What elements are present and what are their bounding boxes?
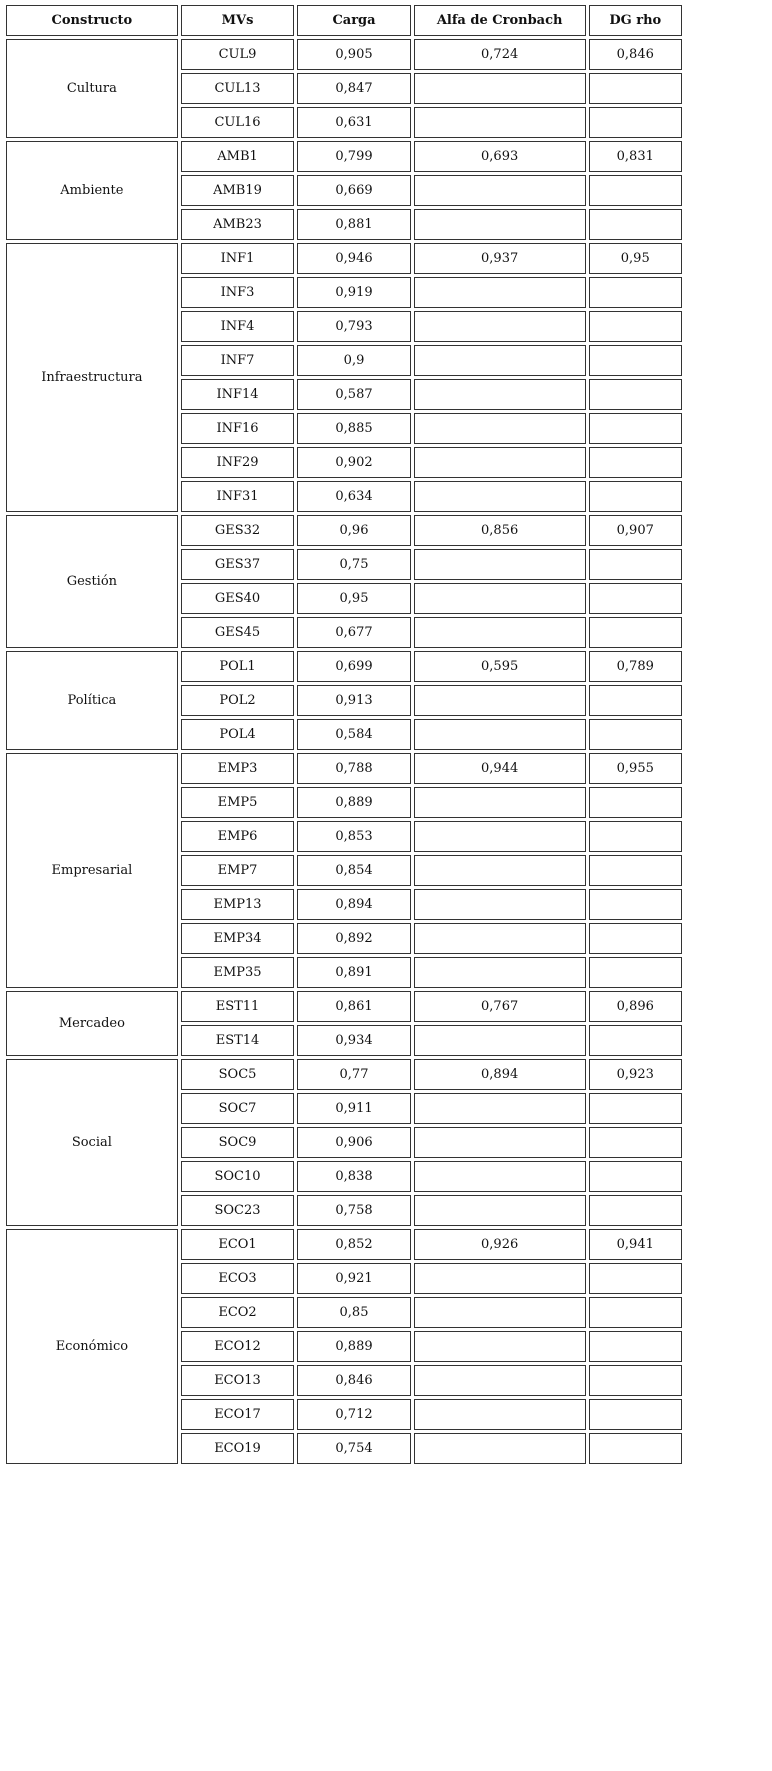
dg-rho-cell: 0,955 <box>589 753 682 784</box>
alfa-cronbach-cell <box>414 175 586 206</box>
dg-rho-cell <box>589 617 682 648</box>
alfa-cronbach-cell: 0,944 <box>414 753 586 784</box>
alfa-cronbach-cell <box>414 1263 586 1294</box>
dg-rho-cell <box>589 685 682 716</box>
dg-rho-cell <box>589 787 682 818</box>
alfa-cronbach-cell <box>414 855 586 886</box>
alfa-cronbach-cell <box>414 1093 586 1124</box>
header-alfa-cronbach: Alfa de Cronbach <box>414 5 586 36</box>
dg-rho-cell <box>589 1399 682 1430</box>
mv-cell: POL1 <box>181 651 295 682</box>
alfa-cronbach-cell <box>414 957 586 988</box>
carga-cell: 0,96 <box>297 515 411 546</box>
mv-cell: EMP3 <box>181 753 295 784</box>
mv-cell: INF31 <box>181 481 295 512</box>
construct-cell: Gestión <box>6 515 178 648</box>
header-carga: Carga <box>297 5 411 36</box>
carga-cell: 0,919 <box>297 277 411 308</box>
dg-rho-cell <box>589 1195 682 1226</box>
mv-cell: INF4 <box>181 311 295 342</box>
dg-rho-cell <box>589 73 682 104</box>
carga-cell: 0,889 <box>297 787 411 818</box>
carga-cell: 0,788 <box>297 753 411 784</box>
carga-cell: 0,793 <box>297 311 411 342</box>
alfa-cronbach-cell <box>414 481 586 512</box>
carga-cell: 0,913 <box>297 685 411 716</box>
mv-cell: ECO12 <box>181 1331 295 1362</box>
dg-rho-cell <box>589 1161 682 1192</box>
carga-cell: 0,587 <box>297 379 411 410</box>
mv-cell: CUL13 <box>181 73 295 104</box>
alfa-cronbach-cell <box>414 1161 586 1192</box>
alfa-cronbach-cell <box>414 1297 586 1328</box>
header-constructo: Constructo <box>6 5 178 36</box>
dg-rho-cell <box>589 447 682 478</box>
dg-rho-cell <box>589 719 682 750</box>
alfa-cronbach-cell <box>414 923 586 954</box>
header-row <box>6 5 682 36</box>
table-row <box>6 753 682 784</box>
mv-cell: ECO13 <box>181 1365 295 1396</box>
dg-rho-cell: 0,846 <box>589 39 682 70</box>
carga-cell: 0,853 <box>297 821 411 852</box>
dg-rho-cell <box>589 311 682 342</box>
carga-cell: 0,754 <box>297 1433 411 1464</box>
mv-cell: EMP34 <box>181 923 295 954</box>
dg-rho-cell <box>589 1093 682 1124</box>
mv-cell: GES40 <box>181 583 295 614</box>
alfa-cronbach-cell <box>414 277 586 308</box>
carga-cell: 0,758 <box>297 1195 411 1226</box>
dg-rho-cell <box>589 889 682 920</box>
carga-cell: 0,75 <box>297 549 411 580</box>
alfa-cronbach-cell: 0,693 <box>414 141 586 172</box>
table-row <box>6 243 682 274</box>
carga-cell: 0,861 <box>297 991 411 1022</box>
dg-rho-cell <box>589 957 682 988</box>
mv-cell: ECO2 <box>181 1297 295 1328</box>
alfa-cronbach-cell <box>414 1331 586 1362</box>
mv-cell: INF29 <box>181 447 295 478</box>
alfa-cronbach-cell: 0,926 <box>414 1229 586 1260</box>
table-row <box>6 991 682 1022</box>
alfa-cronbach-cell <box>414 1025 586 1056</box>
dg-rho-cell <box>589 855 682 886</box>
mv-cell: INF1 <box>181 243 295 274</box>
carga-cell: 0,911 <box>297 1093 411 1124</box>
construct-cell: Ambiente <box>6 141 178 240</box>
alfa-cronbach-cell <box>414 719 586 750</box>
alfa-cronbach-cell <box>414 1433 586 1464</box>
dg-rho-cell <box>589 1433 682 1464</box>
mv-cell: ECO3 <box>181 1263 295 1294</box>
mv-cell: GES37 <box>181 549 295 580</box>
mv-cell: AMB23 <box>181 209 295 240</box>
table-row <box>6 1059 682 1090</box>
construct-cell: Económico <box>6 1229 178 1464</box>
carga-cell: 0,894 <box>297 889 411 920</box>
mv-cell: EMP7 <box>181 855 295 886</box>
mv-cell: EMP35 <box>181 957 295 988</box>
mv-cell: SOC23 <box>181 1195 295 1226</box>
carga-cell: 0,934 <box>297 1025 411 1056</box>
construct-cell: Social <box>6 1059 178 1226</box>
alfa-cronbach-cell <box>414 413 586 444</box>
mv-cell: SOC7 <box>181 1093 295 1124</box>
dg-rho-cell <box>589 1331 682 1362</box>
dg-rho-cell <box>589 1297 682 1328</box>
dg-rho-cell <box>589 1365 682 1396</box>
mv-cell: INF3 <box>181 277 295 308</box>
alfa-cronbach-cell <box>414 583 586 614</box>
header-dg-rho: DG rho <box>589 5 682 36</box>
carga-cell: 0,584 <box>297 719 411 750</box>
dg-rho-cell: 0,789 <box>589 651 682 682</box>
carga-cell: 0,631 <box>297 107 411 138</box>
alfa-cronbach-cell <box>414 345 586 376</box>
carga-cell: 0,699 <box>297 651 411 682</box>
table-row <box>6 651 682 682</box>
carga-cell: 0,921 <box>297 1263 411 1294</box>
construct-cell: Infraestructura <box>6 243 178 512</box>
alfa-cronbach-cell <box>414 1365 586 1396</box>
carga-cell: 0,85 <box>297 1297 411 1328</box>
construct-cell: Cultura <box>6 39 178 138</box>
mv-cell: GES32 <box>181 515 295 546</box>
carga-cell: 0,846 <box>297 1365 411 1396</box>
alfa-cronbach-cell: 0,767 <box>414 991 586 1022</box>
mv-cell: EMP13 <box>181 889 295 920</box>
dg-rho-cell <box>589 107 682 138</box>
table-row <box>6 141 682 172</box>
carga-cell: 0,634 <box>297 481 411 512</box>
construct-cell: Mercadeo <box>6 991 178 1056</box>
carga-cell: 0,889 <box>297 1331 411 1362</box>
alfa-cronbach-cell <box>414 787 586 818</box>
mv-cell: EST14 <box>181 1025 295 1056</box>
alfa-cronbach-cell: 0,724 <box>414 39 586 70</box>
mv-cell: SOC9 <box>181 1127 295 1158</box>
dg-rho-cell: 0,941 <box>589 1229 682 1260</box>
dg-rho-cell <box>589 821 682 852</box>
carga-cell: 0,946 <box>297 243 411 274</box>
dg-rho-cell: 0,95 <box>589 243 682 274</box>
carga-cell: 0,677 <box>297 617 411 648</box>
carga-cell: 0,669 <box>297 175 411 206</box>
carga-cell: 0,892 <box>297 923 411 954</box>
mv-cell: GES45 <box>181 617 295 648</box>
alfa-cronbach-cell: 0,894 <box>414 1059 586 1090</box>
alfa-cronbach-cell <box>414 821 586 852</box>
mv-cell: AMB19 <box>181 175 295 206</box>
alfa-cronbach-cell: 0,937 <box>414 243 586 274</box>
dg-rho-cell <box>589 209 682 240</box>
alfa-cronbach-cell: 0,856 <box>414 515 586 546</box>
dg-rho-cell: 0,896 <box>589 991 682 1022</box>
mv-cell: ECO1 <box>181 1229 295 1260</box>
carga-cell: 0,9 <box>297 345 411 376</box>
alfa-cronbach-cell <box>414 447 586 478</box>
alfa-cronbach-cell: 0,595 <box>414 651 586 682</box>
alfa-cronbach-cell <box>414 549 586 580</box>
reliability-table <box>3 2 685 1467</box>
mv-cell: ECO19 <box>181 1433 295 1464</box>
dg-rho-cell <box>589 1127 682 1158</box>
alfa-cronbach-cell <box>414 1399 586 1430</box>
dg-rho-cell <box>589 345 682 376</box>
mv-cell: EMP6 <box>181 821 295 852</box>
construct-cell: Empresarial <box>6 753 178 988</box>
mv-cell: ECO17 <box>181 1399 295 1430</box>
carga-cell: 0,77 <box>297 1059 411 1090</box>
carga-cell: 0,852 <box>297 1229 411 1260</box>
carga-cell: 0,881 <box>297 209 411 240</box>
alfa-cronbach-cell <box>414 379 586 410</box>
mv-cell: EMP5 <box>181 787 295 818</box>
alfa-cronbach-cell <box>414 685 586 716</box>
mv-cell: AMB1 <box>181 141 295 172</box>
mv-cell: POL2 <box>181 685 295 716</box>
alfa-cronbach-cell <box>414 617 586 648</box>
dg-rho-cell: 0,831 <box>589 141 682 172</box>
mv-cell: CUL9 <box>181 39 295 70</box>
dg-rho-cell <box>589 277 682 308</box>
carga-cell: 0,885 <box>297 413 411 444</box>
mv-cell: SOC5 <box>181 1059 295 1090</box>
carga-cell: 0,906 <box>297 1127 411 1158</box>
dg-rho-cell <box>589 379 682 410</box>
header-mvs: MVs <box>181 5 295 36</box>
dg-rho-cell <box>589 1263 682 1294</box>
mv-cell: INF16 <box>181 413 295 444</box>
dg-rho-cell <box>589 175 682 206</box>
construct-cell: Política <box>6 651 178 750</box>
alfa-cronbach-cell <box>414 73 586 104</box>
dg-rho-cell: 0,923 <box>589 1059 682 1090</box>
dg-rho-cell <box>589 549 682 580</box>
dg-rho-cell <box>589 583 682 614</box>
dg-rho-cell <box>589 413 682 444</box>
mv-cell: INF14 <box>181 379 295 410</box>
carga-cell: 0,799 <box>297 141 411 172</box>
alfa-cronbach-cell <box>414 209 586 240</box>
carga-cell: 0,854 <box>297 855 411 886</box>
carga-cell: 0,838 <box>297 1161 411 1192</box>
alfa-cronbach-cell <box>414 107 586 138</box>
mv-cell: INF7 <box>181 345 295 376</box>
mv-cell: SOC10 <box>181 1161 295 1192</box>
table-row <box>6 39 682 70</box>
dg-rho-cell <box>589 923 682 954</box>
alfa-cronbach-cell <box>414 1127 586 1158</box>
carga-cell: 0,905 <box>297 39 411 70</box>
dg-rho-cell: 0,907 <box>589 515 682 546</box>
table-row <box>6 515 682 546</box>
alfa-cronbach-cell <box>414 311 586 342</box>
mv-cell: POL4 <box>181 719 295 750</box>
carga-cell: 0,891 <box>297 957 411 988</box>
carga-cell: 0,902 <box>297 447 411 478</box>
carga-cell: 0,95 <box>297 583 411 614</box>
mv-cell: CUL16 <box>181 107 295 138</box>
alfa-cronbach-cell <box>414 889 586 920</box>
table-row <box>6 1229 682 1260</box>
carga-cell: 0,712 <box>297 1399 411 1430</box>
mv-cell: EST11 <box>181 991 295 1022</box>
carga-cell: 0,847 <box>297 73 411 104</box>
dg-rho-cell <box>589 1025 682 1056</box>
dg-rho-cell <box>589 481 682 512</box>
alfa-cronbach-cell <box>414 1195 586 1226</box>
